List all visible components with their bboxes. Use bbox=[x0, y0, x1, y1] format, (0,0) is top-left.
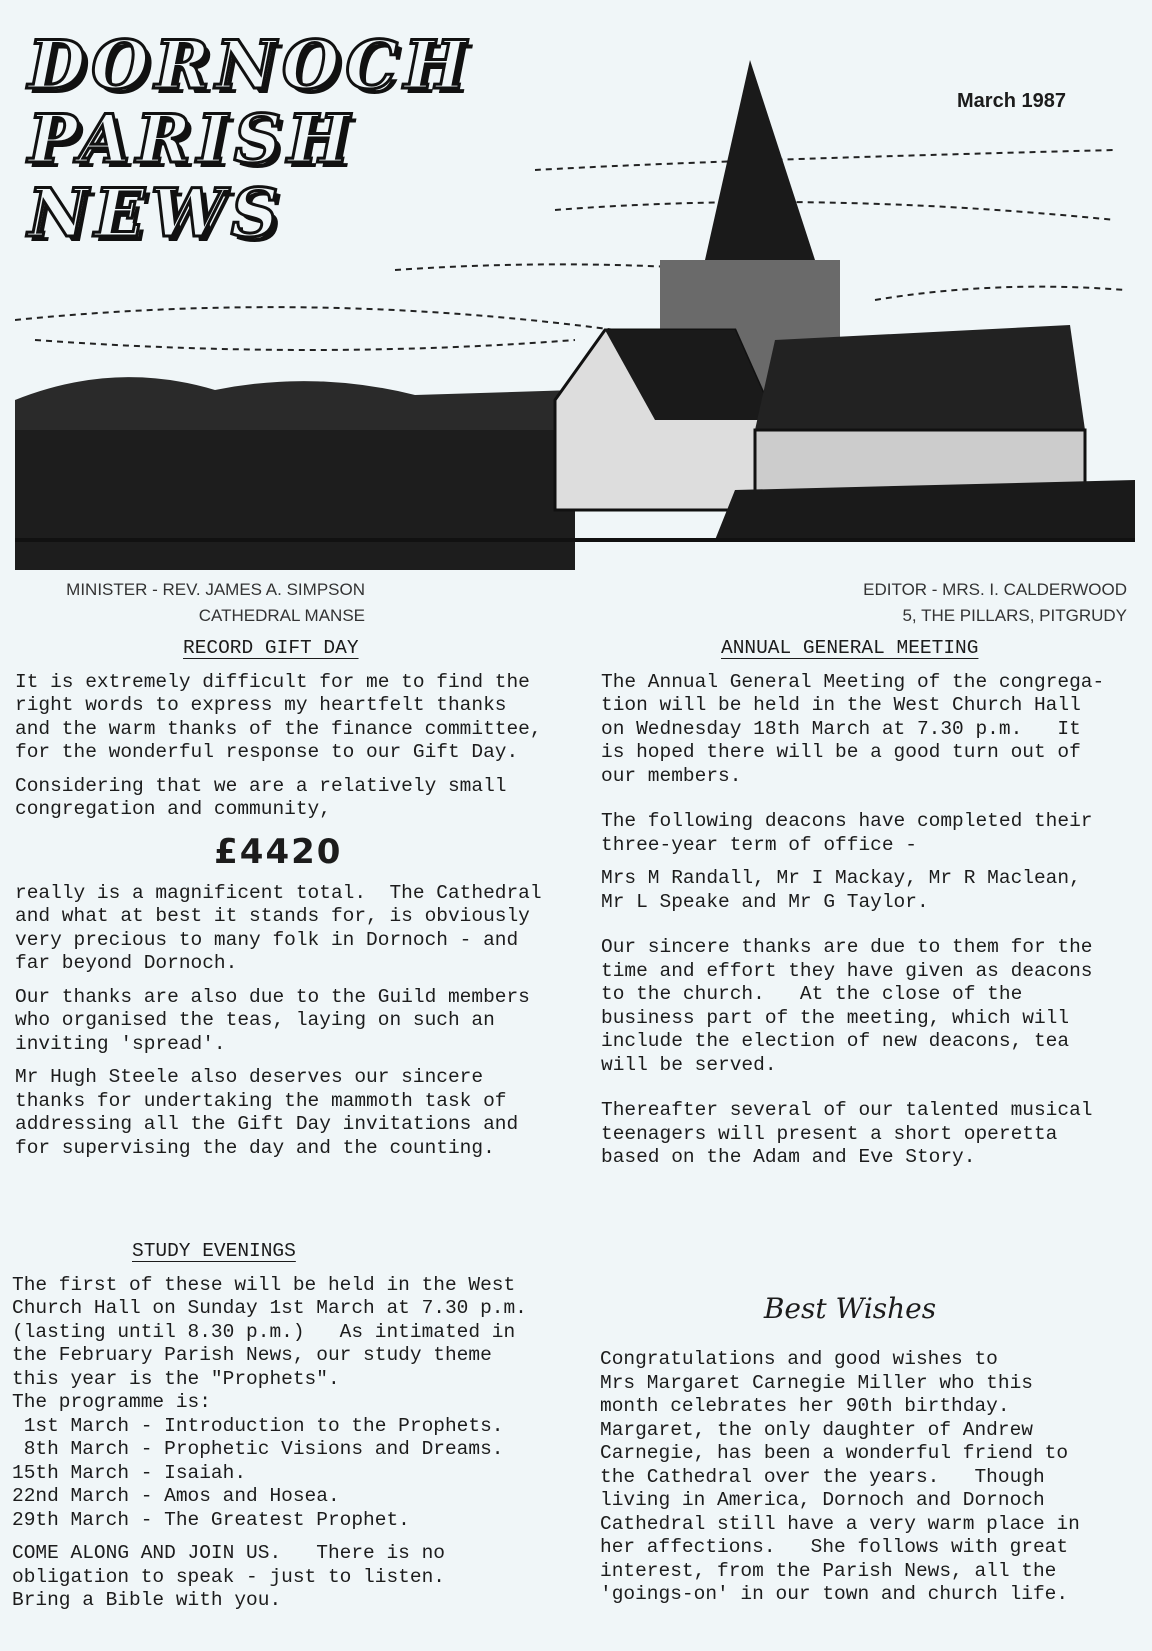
paragraph: Our thanks are also due to the Guild members who organised the teas, laying on such an inviting 'spread'. bbox=[15, 985, 530, 1055]
programme-item: 1st March - Introduction to the Prophets. bbox=[12, 1414, 504, 1437]
best-wishes-section bbox=[600, 1292, 1100, 1607]
section-heading: ANNUAL GENERAL MEETING bbox=[721, 637, 979, 659]
gift-total: £4420 bbox=[214, 831, 343, 872]
paragraph: Our sincere thanks are due to them for the time and effort they have given as deacons to the church. At the close of the business part of the meeting, which will include the election of new deacons, tea will be served. bbox=[601, 936, 1093, 1076]
masthead-line: DORNOCH bbox=[28, 26, 473, 104]
masthead-title bbox=[28, 28, 472, 250]
paragraph: Considering that we are a relatively small congregation and community, bbox=[15, 774, 507, 820]
section-heading: RECORD GIFT DAY bbox=[183, 637, 359, 659]
agm-section bbox=[601, 637, 1104, 1170]
paragraph: The first of these will be held in the West Church Hall on Sunday 1st March at 7.30 p.m. (lasting until 8.30 p.m.) As intimated in the February Parish News, our study theme this year is the "Prophets". The programme is: bbox=[12, 1273, 527, 1413]
gift-day-section bbox=[15, 637, 542, 1170]
programme-item: 15th March - Isaiah. bbox=[12, 1461, 247, 1484]
editor-name: EDITOR - MRS. I. CALDERWOOD bbox=[863, 580, 1127, 599]
programme-item: 8th March - Prophetic Visions and Dreams. bbox=[12, 1438, 504, 1460]
paragraph: Congratulations and good wishes to Mrs Margaret Carnegie Miller who this month celebrates her 90th birthday. Margaret, the only daughter of Andrew Carnegie, has been a wonderful friend to the Cathedral over the years. Though living in America, Dornoch and Dornoch Cathedral still have a very warm place in her affections. She follows with great interest, from the Parish News, all the 'goings-on' in our town and church life. bbox=[600, 1348, 1080, 1605]
programme-item: 29th March - The Greatest Prophet. bbox=[12, 1508, 410, 1531]
paragraph: Mr Hugh Steele also deserves our sincere thanks for undertaking the mammoth task of addressing all the Gift Day invitations and for supervising the day and the counting. bbox=[15, 1066, 519, 1159]
paragraph: It is extremely difficult for me to find the right words to express my heartfelt thanks and the warm thanks of the finance committee, for the wonderful response to our Gift Day. bbox=[15, 670, 542, 763]
masthead-line: NEWS bbox=[28, 174, 285, 252]
paragraph: Mrs M Randall, Mr I Mackay, Mr R Maclean, Mr L Speake and Mr G Taylor. bbox=[601, 867, 1081, 913]
section-heading: STUDY EVENINGS bbox=[132, 1240, 296, 1262]
paragraph: The following deacons have completed their three-year term of office - bbox=[601, 810, 1093, 856]
study-evenings-section bbox=[12, 1240, 527, 1613]
minister-address: CATHEDRAL MANSE bbox=[198, 606, 365, 625]
issue-date: March 1987 bbox=[957, 90, 1066, 112]
programme-item: 22nd March - Amos and Hosea. bbox=[12, 1485, 340, 1507]
programme-list bbox=[12, 1415, 527, 1533]
paragraph: really is a magnificent total. The Cathedral and what at best it stands for, is obviously very precious to many folk in Dornoch - and far beyond Dornoch. bbox=[15, 881, 542, 974]
paragraph: COME ALONG AND JOIN US. There is no obligation to speak - just to listen. Bring a Bible with you. bbox=[12, 1542, 445, 1611]
paragraph: The Annual General Meeting of the congrega- tion will be held in the West Church Hall on Wednesday 18th March at 7.30 p.m. It is hoped there will be a good turn out of our members. bbox=[601, 670, 1105, 787]
editor-address: 5, THE PILLARS, PITGRUDY bbox=[902, 606, 1127, 625]
masthead-line: PARISH bbox=[28, 100, 356, 178]
paragraph: Thereafter several of our talented musical teenagers will present a short operetta based on the Adam and Eve Story. bbox=[601, 1099, 1093, 1168]
minister-name: MINISTER - REV. JAMES A. SIMPSON bbox=[66, 580, 365, 599]
section-heading: Best Wishes bbox=[763, 1292, 937, 1325]
